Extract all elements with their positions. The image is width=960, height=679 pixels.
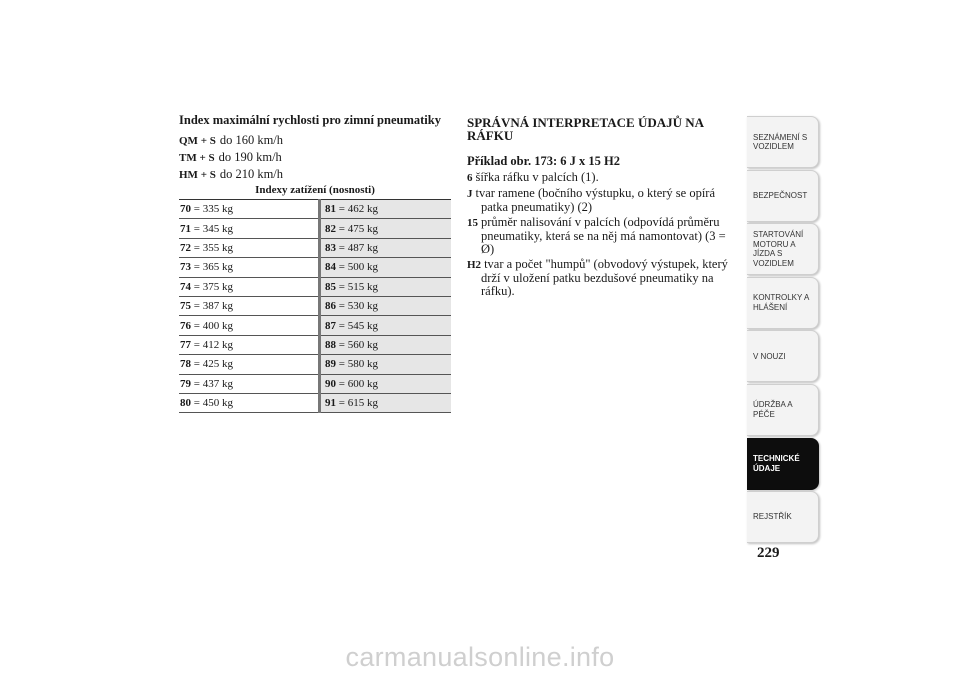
load-index-code: 71 (180, 222, 191, 235)
load-index-row (179, 316, 451, 335)
tab-technicke-udaje[interactable]: TECHNICKÉ ÚDAJE (747, 438, 819, 490)
load-index-row (179, 200, 451, 219)
load-index-row (179, 277, 451, 296)
load-index-cell (320, 393, 452, 412)
load-index-value: = 560 kg (338, 338, 378, 351)
load-index-value: = 375 kg (193, 280, 233, 293)
load-index-code: 79 (180, 377, 191, 390)
rim-item-key: 6 (467, 172, 473, 184)
load-index-cell (320, 258, 452, 277)
load-index-code: 73 (180, 261, 191, 274)
load-index-cell (179, 355, 320, 374)
load-index-table (179, 199, 451, 413)
rim-item (467, 216, 729, 256)
load-index-value: = 365 kg (193, 261, 233, 274)
load-index-value: = 545 kg (338, 319, 378, 332)
load-index-code: 87 (325, 319, 336, 332)
load-index-value: = 580 kg (338, 358, 378, 371)
load-index-value: = 450 kg (193, 397, 233, 410)
load-index-value: = 437 kg (193, 377, 233, 390)
tab-startovani-motoru[interactable]: STARTOVÁNÍ MOTORU A JÍZDA S VOZIDLEM (747, 223, 819, 275)
load-index-value: = 487 kg (338, 241, 378, 254)
load-index-row (179, 335, 451, 354)
load-index-code: 90 (325, 377, 336, 390)
chapter-tabs (747, 116, 819, 545)
load-index-code: 91 (325, 397, 336, 410)
load-index-row (179, 238, 451, 257)
load-index-cell (179, 296, 320, 315)
load-index-value: = 425 kg (193, 358, 233, 371)
load-index-cell (179, 200, 320, 219)
load-index-value: = 462 kg (338, 203, 378, 216)
load-index-row (179, 374, 451, 393)
speed-text: do 210 km/h (219, 167, 284, 181)
speed-code: QM + S (179, 135, 216, 147)
speed-row (179, 132, 451, 149)
load-index-cell (179, 393, 320, 412)
load-index-cell (179, 316, 320, 335)
load-index-code: 83 (325, 241, 336, 254)
load-index-value: = 530 kg (338, 300, 378, 313)
rim-item (467, 258, 729, 298)
tab-bezpecnost[interactable]: BEZPEČNOST (747, 170, 819, 222)
load-index-row (179, 355, 451, 374)
load-index-value: = 345 kg (193, 222, 233, 235)
load-index-cell (320, 238, 452, 257)
load-index-code: 82 (325, 222, 336, 235)
right-column (467, 116, 729, 300)
tab-rejstrik[interactable]: REJSTŘÍK (747, 491, 819, 543)
load-index-code: 84 (325, 261, 336, 274)
load-index-code: 72 (180, 241, 191, 254)
speed-text: do 160 km/h (219, 133, 284, 147)
load-index-cell (320, 277, 452, 296)
load-index-code: 70 (180, 203, 191, 216)
speed-code: HM + S (179, 169, 216, 181)
speed-index-heading: Index maximální rychlosti pro zimní pneumatiky (179, 113, 441, 127)
tab-udrzba-a-pece[interactable]: ÚDRŽBA A PÉČE (747, 384, 819, 436)
speed-row (179, 166, 451, 183)
load-index-code: 80 (180, 397, 191, 410)
load-index-row (179, 219, 451, 238)
load-index-value: = 335 kg (193, 203, 233, 216)
load-index-value: = 412 kg (193, 338, 233, 351)
load-index-cell (179, 277, 320, 296)
load-index-code: 85 (325, 280, 336, 293)
load-index-cell (320, 335, 452, 354)
load-index-cell (320, 374, 452, 393)
load-index-cell (320, 219, 452, 238)
tab-seznameni-s-vozidlem[interactable]: SEZNÁMENÍ S VOZIDLEM (747, 116, 819, 168)
load-index-value: = 400 kg (193, 319, 233, 332)
load-index-cell (179, 219, 320, 238)
load-index-row (179, 393, 451, 412)
section-title: SPRÁVNÁ INTERPRETACE ÚDAJŮ NA RÁFKU (467, 115, 704, 143)
load-index-code: 77 (180, 338, 191, 351)
load-index-cell (179, 238, 320, 257)
speed-code: TM + S (179, 152, 215, 164)
rim-item-text: šířka ráfku v palcích (1). (475, 170, 599, 184)
load-index-code: 89 (325, 358, 336, 371)
left-column (179, 112, 451, 413)
load-index-value: = 355 kg (193, 241, 233, 254)
load-index-cell (320, 200, 452, 219)
rim-item-text: tvar a počet "humpů" (obvodový výstupek, který drží v uložení patku bezdušové pneumatiky na ráfku). (481, 257, 728, 298)
load-index-code: 86 (325, 300, 336, 313)
load-index-value: = 475 kg (338, 222, 378, 235)
tab-kontrolky-a-hlaseni[interactable]: KONTROLKY A HLÁŠENÍ (747, 277, 819, 329)
speed-text: do 190 km/h (218, 150, 282, 164)
load-index-code: 81 (325, 203, 336, 216)
load-index-cell (320, 296, 452, 315)
load-index-table-title: Indexy zatížení (nosnosti) (255, 184, 375, 196)
rim-item-key: J (467, 188, 473, 200)
load-index-code: 75 (180, 300, 191, 313)
load-index-cell (179, 335, 320, 354)
load-index-value: = 515 kg (338, 280, 378, 293)
load-index-cell (320, 355, 452, 374)
load-index-value: = 600 kg (338, 377, 378, 390)
load-index-row (179, 296, 451, 315)
load-index-row (179, 258, 451, 277)
speed-row (179, 149, 451, 166)
watermark: carmanualsonline.info (345, 642, 615, 672)
rim-item (467, 187, 729, 214)
rim-item-text: tvar ramene (bočního výstupku, o který se opírá patka pneumatiky) (2) (475, 186, 716, 214)
load-index-cell (179, 374, 320, 393)
load-index-code: 88 (325, 338, 336, 351)
load-index-code: 74 (180, 280, 191, 293)
load-index-value: = 387 kg (193, 300, 233, 313)
tab-v-nouzi[interactable]: V NOUZI (747, 330, 819, 382)
rim-item-text: průměr nalisování v palcích (odpovídá průměru pneumatiky, která se na něj má namontovat) (3 = Ø) (481, 215, 726, 256)
rim-item-list (467, 171, 729, 298)
page-number: 229 (757, 545, 780, 561)
rim-item-key: 15 (467, 217, 478, 229)
load-index-value: = 615 kg (338, 397, 378, 410)
load-index-cell (179, 258, 320, 277)
load-index-code: 78 (180, 358, 191, 371)
speed-index-list (179, 132, 451, 183)
rim-item (467, 171, 729, 185)
load-index-table-body (179, 200, 451, 413)
load-index-value: = 500 kg (338, 261, 378, 274)
example-heading: Příklad obr. 173: 6 J x 15 H2 (467, 154, 621, 168)
load-index-cell (320, 316, 452, 335)
rim-item-key: H2 (467, 259, 482, 271)
load-index-code: 76 (180, 319, 191, 332)
